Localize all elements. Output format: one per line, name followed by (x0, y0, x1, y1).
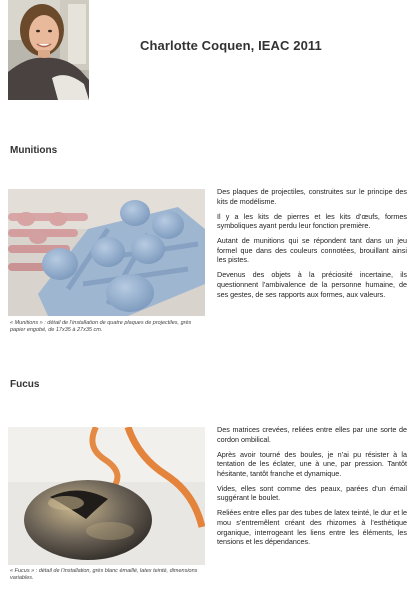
munitions-text (217, 187, 407, 305)
section-heading-fucus: Fucus (10, 379, 40, 390)
page-title: Charlotte Coquen, IEAC 2011 (140, 38, 322, 53)
fucus-paragraph: Des matrices crevées, reliées entre elles par une sorte de cordon ombilical. (217, 425, 407, 444)
section-heading-munitions: Munitions (10, 145, 58, 156)
munitions-paragraph: Devenus des objets à la préciosité incertaine, ils questionnent l’ambivalence de la personne humaine, de ses gestes, de ses rapports aux formes, aux valeurs. (217, 270, 407, 299)
munitions-paragraph: Des plaques de projectiles, construites sur le principe des kits de modélisme. (217, 187, 407, 206)
fucus-paragraph: Après avoir tourné des boules, je n’ai pu résister à la tentation de les éclater, une à une, par pression. Tantôt hésitante, tantôt franche et dynamique. (217, 449, 407, 478)
munitions-paragraph: Il y a les kits de pierres et les kits d’œufs, formes symboliques ayant perdu leur fonction première. (217, 211, 407, 231)
fucus-text (217, 425, 407, 552)
fucus-paragraph: Vides, elles sont comme des peaux, parées d’un émail suggérant le boulet. (217, 483, 407, 503)
portrait-photo (8, 0, 89, 100)
fucus-paragraph: Reliées entre elles par des tubes de latex teinté, le dur et le mou s’entremêlent créant des rhizomes à l’esthétique organique, interrogeant les liens entre les éléments, les tensions et les dépendances. (217, 508, 407, 547)
fucus-installation-photo (8, 427, 205, 565)
munitions-caption: « Munitions » : détail de l’installation de quatre plaques de projectiles, grès papier engobé, de 17x35 à 27x35 cm. (10, 320, 192, 334)
fucus-caption: « Fucus » : détail de l’installation, grès blanc émaillé, latex teinté, dimensions variables. (10, 568, 198, 582)
munitions-installation-photo (8, 189, 205, 316)
munitions-paragraph: Autant de munitions qui se répondent tant dans un jeu formel que dans des couleurs connotées, brouillant ainsi les pistes. (217, 236, 407, 265)
